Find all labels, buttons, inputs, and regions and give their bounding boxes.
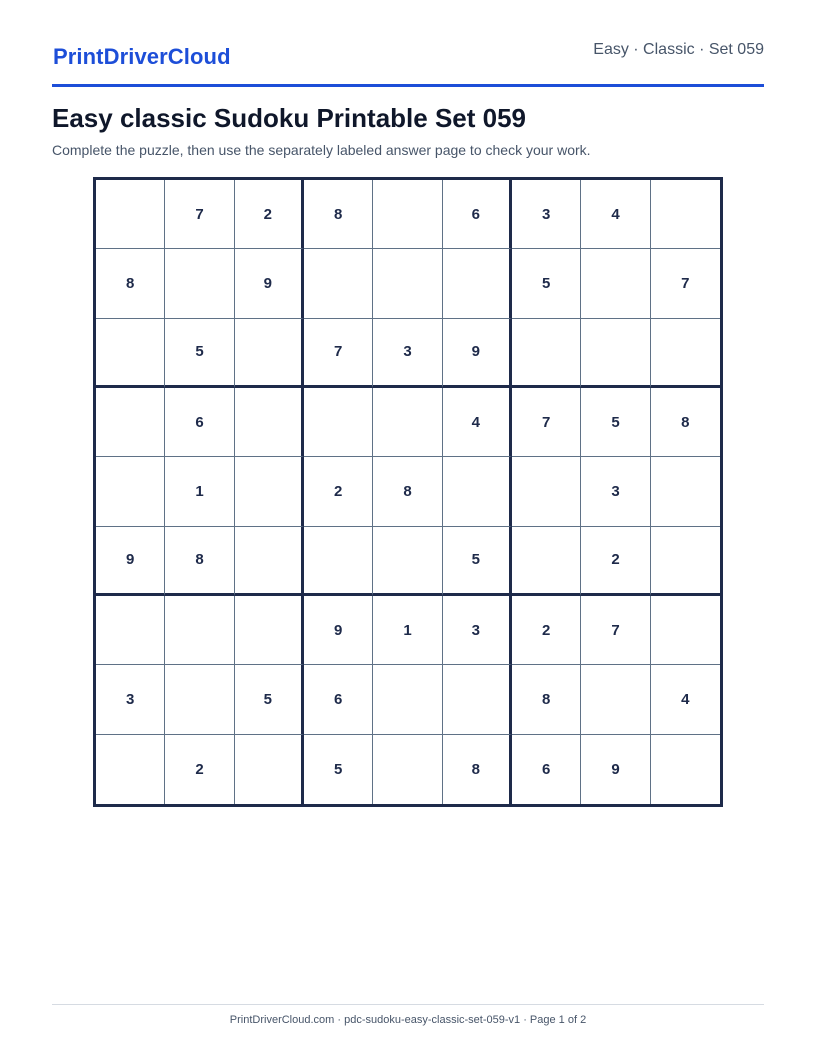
sudoku-cell-empty bbox=[165, 596, 234, 665]
sudoku-cell-empty bbox=[304, 249, 373, 318]
sudoku-cell-empty bbox=[651, 527, 720, 596]
sudoku-cell-empty bbox=[651, 596, 720, 665]
sudoku-cell-empty bbox=[443, 457, 512, 526]
page-subtitle: Complete the puzzle, then use the separately labeled answer page to check your work. bbox=[52, 142, 591, 158]
sudoku-cell-empty bbox=[651, 735, 720, 804]
sudoku-cell-given: 3 bbox=[443, 596, 512, 665]
sudoku-cell-empty bbox=[512, 319, 581, 388]
sudoku-cell-given: 1 bbox=[165, 457, 234, 526]
sudoku-cell-given: 2 bbox=[512, 596, 581, 665]
sudoku-cell-empty bbox=[512, 457, 581, 526]
sudoku-cell-given: 8 bbox=[373, 457, 442, 526]
sudoku-cell-empty bbox=[165, 665, 234, 734]
sudoku-cell-given: 5 bbox=[304, 735, 373, 804]
sudoku-cell-empty bbox=[651, 457, 720, 526]
sudoku-cell-given: 2 bbox=[581, 527, 650, 596]
sudoku-cell-empty bbox=[235, 527, 304, 596]
sudoku-cell-empty bbox=[304, 527, 373, 596]
sudoku-cell-given: 5 bbox=[512, 249, 581, 318]
sudoku-cell-given: 8 bbox=[304, 180, 373, 249]
sudoku-cell-empty bbox=[651, 180, 720, 249]
sudoku-cell-given: 5 bbox=[235, 665, 304, 734]
sudoku-cell-empty bbox=[443, 665, 512, 734]
sudoku-grid bbox=[93, 177, 723, 807]
sudoku-cell-given: 2 bbox=[165, 735, 234, 804]
sudoku-cell-empty bbox=[373, 735, 442, 804]
sudoku-cell-empty bbox=[235, 319, 304, 388]
sudoku-cell-empty bbox=[235, 735, 304, 804]
sudoku-cell-empty bbox=[235, 457, 304, 526]
sudoku-cell-empty bbox=[165, 249, 234, 318]
sudoku-cell-empty bbox=[581, 665, 650, 734]
sudoku-cell-given: 6 bbox=[165, 388, 234, 457]
sudoku-cell-given: 9 bbox=[443, 319, 512, 388]
sudoku-cell-given: 3 bbox=[96, 665, 165, 734]
sudoku-cell-given: 6 bbox=[512, 735, 581, 804]
page-header bbox=[52, 36, 764, 87]
sudoku-cell-given: 2 bbox=[304, 457, 373, 526]
sudoku-cell-given: 7 bbox=[512, 388, 581, 457]
sudoku-cell-given: 8 bbox=[165, 527, 234, 596]
sudoku-cell-empty bbox=[235, 596, 304, 665]
sudoku-cell-given: 8 bbox=[443, 735, 512, 804]
page-title: Easy classic Sudoku Printable Set 059 bbox=[52, 103, 527, 133]
sudoku-cell-given: 4 bbox=[581, 180, 650, 249]
page-footer: PrintDriverCloud.com · pdc-sudoku-easy-classic-set-059-v1 · Page 1 of 2 bbox=[229, 1014, 587, 1026]
sudoku-cell-given: 7 bbox=[581, 596, 650, 665]
sudoku-cell-given: 8 bbox=[651, 388, 720, 457]
sudoku-cell-given: 9 bbox=[304, 596, 373, 665]
sudoku-cell-empty bbox=[373, 388, 442, 457]
sudoku-cell-empty bbox=[373, 527, 442, 596]
sudoku-cell-empty bbox=[373, 180, 442, 249]
sudoku-cell-given: 4 bbox=[443, 388, 512, 457]
sudoku-cell-given: 1 bbox=[373, 596, 442, 665]
sudoku-cell-given: 9 bbox=[235, 249, 304, 318]
sudoku-cell-given: 2 bbox=[235, 180, 304, 249]
sudoku-cell-empty bbox=[304, 388, 373, 457]
puzzle-meta: Easy · Classic · Set 059 bbox=[593, 41, 764, 58]
sudoku-cell-empty bbox=[512, 527, 581, 596]
sudoku-cell-empty bbox=[581, 319, 650, 388]
sudoku-cell-empty bbox=[373, 249, 442, 318]
sudoku-cell-given: 3 bbox=[373, 319, 442, 388]
sudoku-cell-given: 9 bbox=[96, 527, 165, 596]
sudoku-cell-given: 6 bbox=[443, 180, 512, 249]
sudoku-cell-given: 7 bbox=[165, 180, 234, 249]
footer-divider bbox=[52, 1004, 764, 1005]
sudoku-cell-empty bbox=[651, 319, 720, 388]
sudoku-cell-given: 3 bbox=[512, 180, 581, 249]
sudoku-cell-given: 5 bbox=[165, 319, 234, 388]
sudoku-cell-given: 8 bbox=[96, 249, 165, 318]
sudoku-cell-empty bbox=[96, 735, 165, 804]
sudoku-cell-given: 9 bbox=[581, 735, 650, 804]
sudoku-cell-given: 7 bbox=[304, 319, 373, 388]
sudoku-cell-empty bbox=[581, 249, 650, 318]
sudoku-cell-empty bbox=[96, 596, 165, 665]
sudoku-cell-empty bbox=[96, 457, 165, 526]
sudoku-cell-empty bbox=[373, 665, 442, 734]
sudoku-cell-given: 5 bbox=[581, 388, 650, 457]
sudoku-cell-given: 6 bbox=[304, 665, 373, 734]
sudoku-cell-empty bbox=[96, 388, 165, 457]
sudoku-cell-given: 4 bbox=[651, 665, 720, 734]
sudoku-cell-given: 8 bbox=[512, 665, 581, 734]
sudoku-cell-given: 5 bbox=[443, 527, 512, 596]
sudoku-cell-given: 7 bbox=[651, 249, 720, 318]
brand-logo: PrintDriverCloud bbox=[53, 44, 231, 69]
sudoku-cell-empty bbox=[443, 249, 512, 318]
sudoku-cell-empty bbox=[96, 319, 165, 388]
sudoku-cell-given: 3 bbox=[581, 457, 650, 526]
sudoku-cell-empty bbox=[96, 180, 165, 249]
sudoku-cell-empty bbox=[235, 388, 304, 457]
